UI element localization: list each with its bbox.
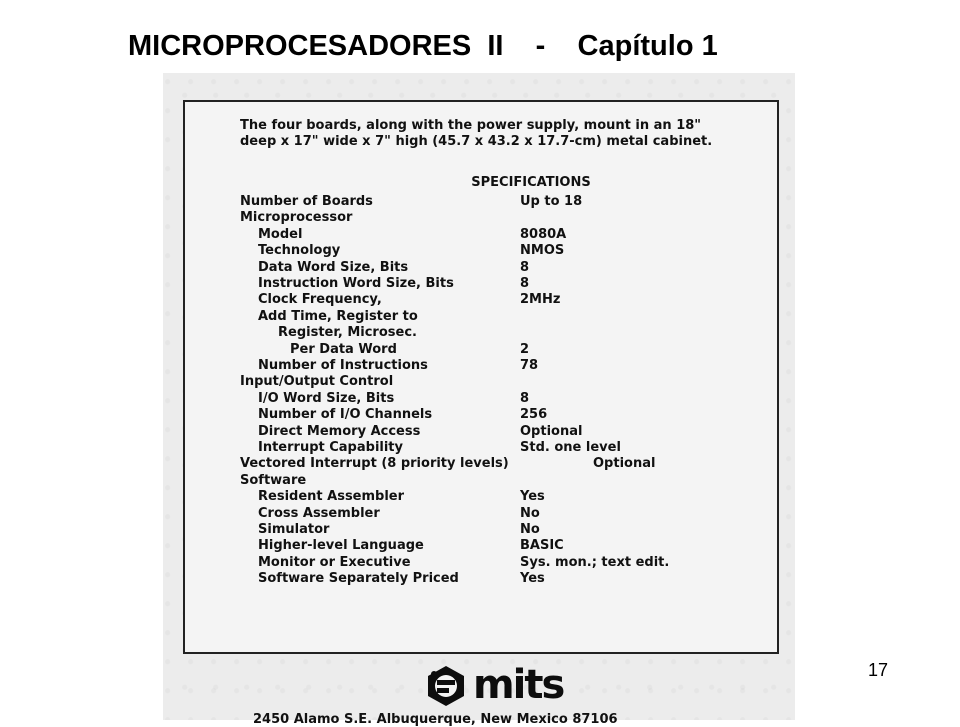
spec-label: Clock Frequency, (258, 292, 382, 308)
spec-label: Instruction Word Size, Bits (258, 276, 454, 291)
spec-row (240, 194, 760, 210)
spec-row (240, 276, 760, 292)
spec-value: 78 (520, 358, 539, 373)
spec-label: Vectored Interrupt (8 priority levels) (240, 456, 509, 472)
spec-label: Direct Memory Access (258, 423, 421, 439)
scanned-spec-sheet (163, 73, 795, 727)
spec-row (240, 325, 760, 341)
spec-label: Register, Microsec. (278, 325, 417, 341)
spec-label: Data Word Size, Bits (258, 259, 409, 275)
slide-title: MICROPROCESADORES II - Capítulo 1 (128, 30, 718, 62)
specifications-heading: SPECIFICATIONS (471, 175, 591, 190)
spec-value: 8 (520, 390, 530, 406)
spec-row (240, 309, 760, 325)
mits-logo (425, 662, 625, 708)
spec-value: 8 (520, 276, 530, 291)
spec-row (240, 227, 760, 243)
spec-label: Higher-level Language (258, 538, 424, 554)
spec-value: Optional (520, 423, 583, 439)
spec-row (240, 260, 760, 276)
spec-sheet-panel (183, 100, 779, 727)
spec-row (240, 538, 760, 554)
logo-wordmark: mits (473, 662, 564, 708)
spec-value: Std. one level (520, 440, 621, 455)
spec-value: No (520, 522, 540, 537)
spec-label: Number of Instructions (258, 358, 428, 373)
spec-row (240, 440, 760, 456)
spec-row (240, 506, 760, 522)
spec-label: Monitor or Executive (258, 554, 411, 570)
spec-label: Per Data Word (290, 341, 397, 357)
spec-value: 2 (520, 341, 530, 357)
spec-label: Number of I/O Channels (258, 407, 433, 423)
spec-row (240, 522, 760, 538)
spec-row (240, 374, 760, 390)
spec-row (240, 342, 760, 358)
spec-row (240, 571, 760, 587)
spec-value: 8080A (520, 226, 567, 242)
spec-label: I/O Word Size, Bits (258, 390, 395, 406)
intro-paragraph: The four boards, along with the power supply, mount in an 18" deep x 17" wide x 7" high (45.7 x 43.2 x 17.7-cm) metal cabinet. (240, 118, 713, 149)
spec-value: 8 (520, 259, 530, 275)
spec-row (240, 391, 760, 407)
spec-label: Number of Boards (240, 194, 373, 209)
spec-value: Optional (593, 456, 656, 472)
spec-value: Sys. mon.; text edit. (520, 554, 670, 570)
spec-label: Microprocessor (240, 210, 353, 226)
spec-row (240, 473, 760, 489)
spec-value: 2MHz (520, 292, 561, 308)
spec-row (240, 210, 760, 226)
spec-label: Simulator (258, 522, 330, 537)
spec-label: Resident Assembler (258, 489, 405, 505)
spec-row (240, 243, 760, 259)
spec-value: Up to 18 (520, 194, 583, 209)
spec-label: Input/Output Control (240, 374, 394, 390)
spec-label: Cross Assembler (258, 505, 380, 521)
page-number: 17 (868, 660, 889, 680)
spec-value: Yes (520, 571, 545, 587)
spec-label: Software Separately Priced (258, 571, 459, 587)
spec-value: BASIC (520, 538, 564, 554)
spec-label: Interrupt Capability (258, 440, 403, 455)
mits-emblem-icon (425, 665, 467, 707)
spec-value: Yes (520, 489, 545, 505)
spec-label: Add Time, Register to (258, 308, 418, 324)
spec-row (240, 358, 760, 374)
spec-value: 256 (520, 407, 548, 423)
spec-row (240, 424, 760, 440)
spec-value: NMOS (520, 243, 565, 259)
spec-label: Software (240, 472, 307, 488)
company-address: 2450 Alamo S.E. Albuquerque, New Mexico 87106 (253, 712, 618, 727)
spec-row (240, 456, 760, 472)
spec-row (240, 555, 760, 571)
spec-value: No (520, 505, 540, 521)
spec-row (240, 407, 760, 423)
spec-row (240, 292, 760, 308)
spec-row (240, 489, 760, 505)
spec-label: Model (258, 226, 303, 242)
spec-label: Technology (258, 243, 341, 259)
